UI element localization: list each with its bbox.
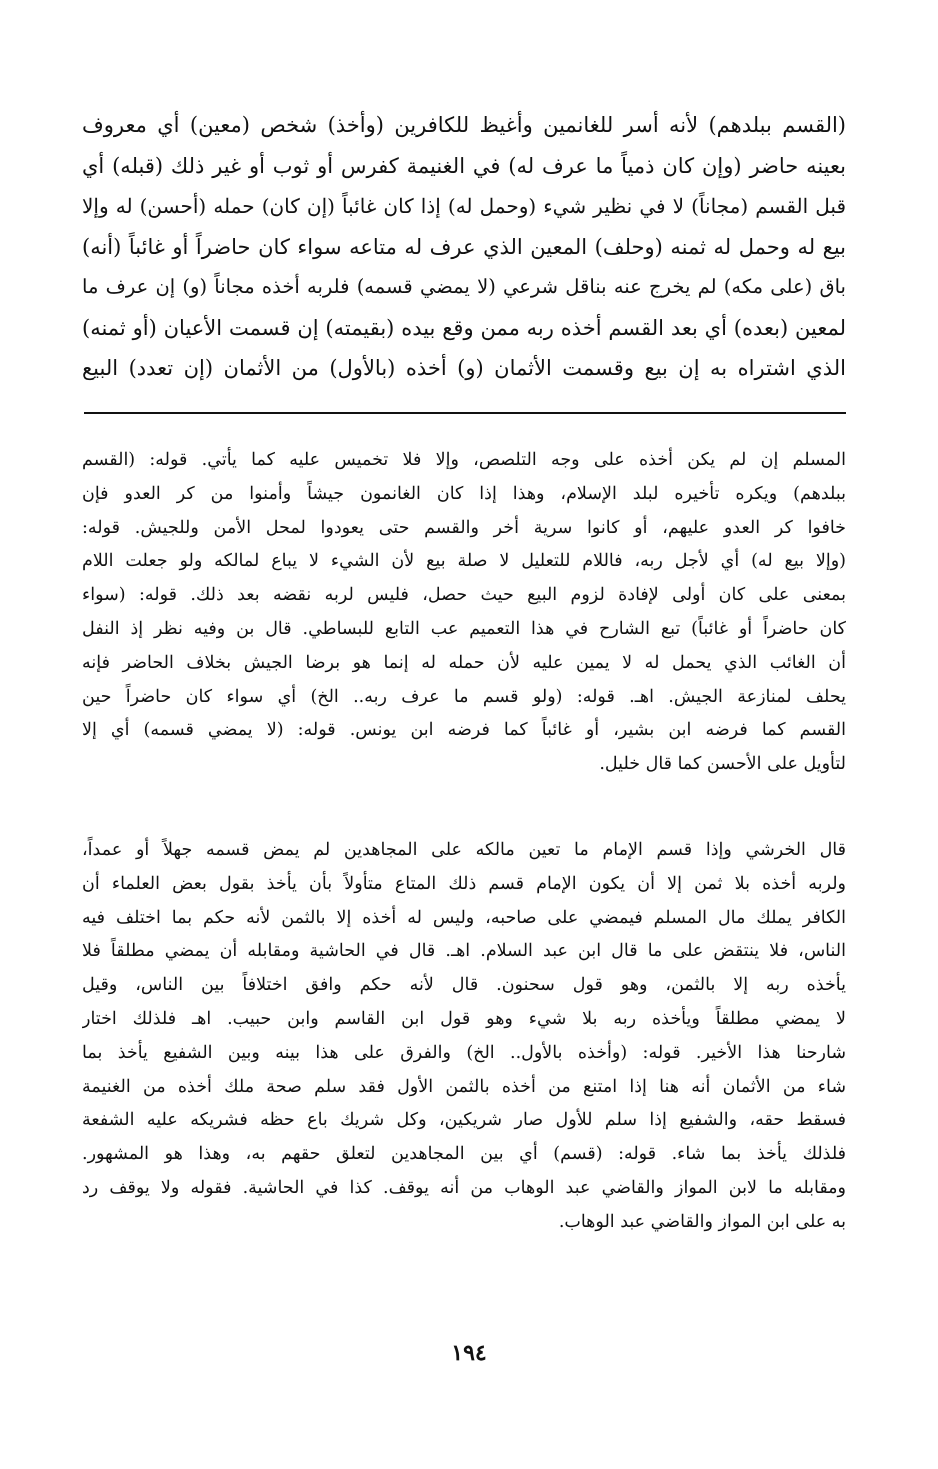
footnote-line: شاء من الأثمان أنه هنا إذا امتنع من أخذه بالثمن الأول فقد سلم صحة ملك أخذه من الغنيمة	[82, 1076, 846, 1097]
main-text-line: بيع له وحمل له ثمنه (وحلف) المعين الذي عرف له متاعه سواء كان حاضراً أو غائباً (أنه)	[82, 234, 846, 259]
footnote-line: فلذلك يأخذ بما شاء. قوله: (قسم) أي بين المجاهدين لتعلق حقهم به، وهذا هو المشهور.	[82, 1144, 846, 1165]
footnote-line: القسم كما فرضه ابن بشير، أو غائباً كما فرضه ابن يونس. قوله: (لا يمضي قسمه) أي إلا	[82, 720, 846, 741]
footnote-block-2	[82, 834, 846, 1240]
main-text-line: لمعين (بعده) أي بعد القسم أخذه ربه ممن وقع بيده (بقيمته) إن قسمت الأعيان (أو ثمنه)	[82, 315, 846, 340]
footnote-line: يحلف لمنازعة الجيش. اهـ. قوله: (ولو قسم ما عرف ربه.. الخ) أي سواء كان حاضراً حين	[82, 686, 846, 707]
footnote-line: المسلم إن لم يكن أخذه على وجه التلصص، وإلا فلا تخميس عليه كما يأتي. قوله: (القسم	[82, 450, 846, 470]
footnote-line: خافوا كر العدو عليهم، أو كانوا سرية أخر والقسم حتى يعودوا لمحل الأمن وللجيش. قوله:	[82, 517, 846, 538]
main-text-line: (القسم ببلدهم) لأنه أسر للغانمين وأغيظ للكافرين (وأخذ) شخص (معين) أي معروف	[82, 113, 846, 137]
footnote-line: (وإلا بيع له) أي لأجل ربه، فاللام للتعليل لا صلة بيع لأن الشيء لا يباع لمالكه ولو جعلت اللام	[82, 551, 846, 572]
footnote-line: يأخذه ربه إلا بالثمن، وهو قول سحنون. قال لأنه حكم وافق اختلافاً بين الناس، وقيل	[82, 975, 846, 996]
footnote-line: ومقابله ما لابن المواز والقاضي عبد الوهاب من أنه يوقف. كذا في الحاشية. فقوله ولا يوقف رد	[82, 1177, 846, 1198]
footnote-line: ولربه أخذه بلا ثمن إلا أن يكون الإمام قسم ذلك المتاع متأولاً بأن يأخذ بقول بعض العلماء أن	[82, 873, 846, 894]
main-text-line: قبل القسم (مجاناً) لا في نظير شيء (وحمل له) إذا كان غائباً (إن كان) حمله (أحسن) له وإلا	[82, 194, 846, 218]
footnote-block-1	[82, 444, 846, 782]
main-text-line: باق (على مكه) لم يخرج عنه بناقل شرعي (لا يمضي قسمه) فلربه أخذه مجاناً (و) إن عرف ما	[82, 275, 846, 298]
main-text-line: الذي اشتراه به إن بيع وقسمت الأثمان (و) أخذه (بالأول) من الأثمان (إن تعدد) البيع	[82, 356, 846, 380]
footnote-line: ببلدهم) ويكره تأخيره لبلد الإسلام، وهذا إذا كان الغانمون جيشاً وأمنوا من كر العدو فإن	[82, 483, 846, 504]
footnote-line: الناس، فلا ينتقض على ما قال ابن عبد السلام. اهـ. قال في الحاشية ومقابله أن يمضي مطلقاً فلا	[82, 941, 846, 962]
footnote-line: لا يمضي مطلقاً ويأخذه ربه بلا شيء وهو قول ابن القاسم وابن حبيب. اهـ فلذلك اختار	[82, 1008, 846, 1029]
footnote-line: به على ابن المواز والقاضي عبد الوهاب.	[558, 1211, 846, 1232]
footnote-line: الكافر يملك مال المسلم فيمضي على صاحبه، وليس له أخذه إلا بالثمن لأنه حكم بما اختلف فيه	[82, 907, 846, 928]
footnote-line: لتأويل على الأحسن كما قال خليل.	[599, 754, 846, 775]
footnote-line: كان حاضراً أو غائباً) تبع الشارح في هذا التعميم عب التابع للبساطي. قال بن وفيه نظر إذ النفل	[82, 618, 846, 639]
footnote-line: أن الغائب الذي يحمل له لا يمين عليه لأن حمله له إنما هو برضا الجيش بخلاف الحاضر فإنه	[82, 652, 846, 673]
page-number: ١٩٤	[451, 1340, 487, 1366]
footnote-line: بمعنى على كان أولى لإفادة لزوم البيع حيث حصل، فليس لربه نقضه بعد ذلك. قوله: (سواء	[82, 585, 846, 606]
footnote-line: قال الخرشي وإذا قسم الإمام ما تعين مالكه على المجاهدين لم يمض قسمه جهلاً أو عمداً،	[82, 840, 846, 860]
main-text-line: بعينه حاضر (وإن كان ذمياً ما عرف له) في الغنيمة كفرس أو ثوب أو غير ذلك (قبله) أي	[82, 153, 846, 178]
footnote-line: فسقط حقه، والشفيع إذا سلم للأول صار شريكين، وكل شريك باع حظه فشريكه عليه الشفعة	[82, 1110, 846, 1131]
footnote-divider	[84, 412, 846, 414]
footnote-line: شارحنا هذا الأخير. قوله: (وأخذه بالأول.. الخ) والفرق على هذا بينه وبين الشفيع يأخذ بما	[82, 1042, 846, 1063]
main-text-block	[82, 105, 846, 389]
